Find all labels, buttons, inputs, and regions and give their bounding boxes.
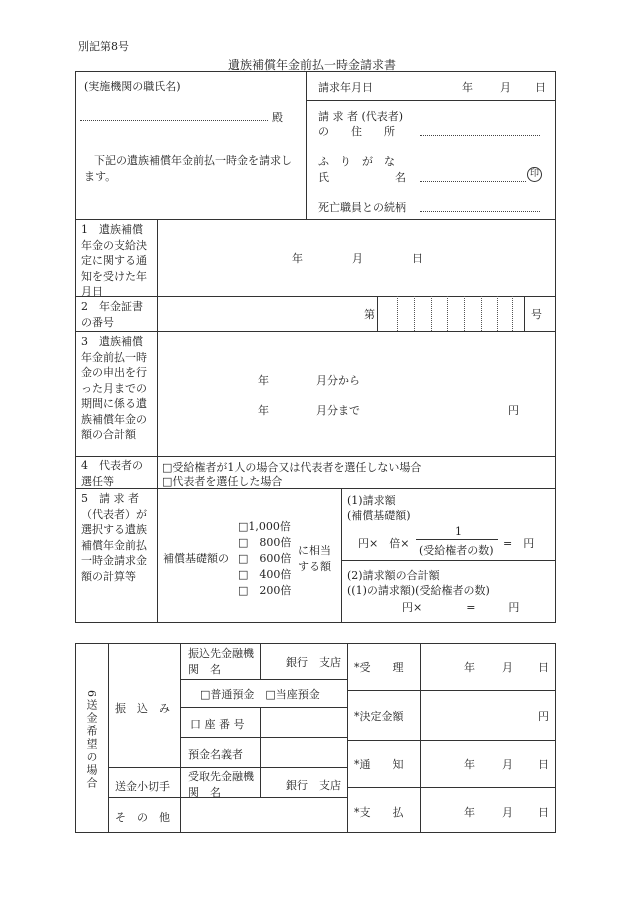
furigana-label: ふ り が な [318, 155, 395, 168]
address-field[interactable] [420, 135, 540, 136]
row5-label: 5 請 求 者（代表者）が選択する遺族補償年金前払一時金請求金額の計算等 [81, 492, 147, 583]
agency-name-field[interactable] [80, 120, 268, 121]
claim-total-title: (2)請求額の合計額 [347, 569, 440, 582]
multiplier-600[interactable]: □ 600倍 [238, 552, 292, 565]
seal-mark: 印 [527, 167, 542, 182]
receiving-bank-field[interactable]: 銀行 支店 [286, 779, 341, 792]
receiving-bank-label: 受取先金融機 関 名 [188, 770, 265, 799]
account-holder-label: 預金名義者 [188, 748, 243, 761]
base-amount-label: 補償基礎額の [163, 552, 229, 565]
multiplier-200[interactable]: □ 200倍 [238, 584, 292, 597]
account-number-label: 口 座 番 号 [190, 718, 245, 731]
other-label: そ の 他 [115, 811, 170, 824]
request-text: 下記の遺族補償年金前払一時金を請求します。 [84, 154, 292, 183]
relation-label: 死亡職員との続柄 [318, 201, 406, 214]
form-number: 別記第8号 [78, 40, 129, 53]
option-single-claimant[interactable]: □受給権者が1人の場合又は代表者を選任しない場合 [162, 461, 422, 474]
row2-label: 2 年金証書の番号 [81, 300, 143, 329]
deposit-type-options[interactable]: □普通預金 □当座預金 [200, 688, 320, 701]
row3-label: 3 遺族補償年金前払一時金の申出を行った月までの期間に係る遺族補償年金の額の合計額 [81, 335, 147, 441]
notice-label: *通 知 [354, 758, 404, 771]
equivalent-amount-label: に相当する額 [298, 544, 331, 573]
payment-label: *支 払 [354, 806, 404, 819]
name-label: 氏 名 [318, 171, 406, 184]
name-field[interactable] [420, 181, 526, 182]
relation-field[interactable] [420, 211, 540, 212]
multiplier-400[interactable]: □ 400倍 [238, 568, 292, 581]
form-title: 遺族補償年金前払一時金請求書 [228, 58, 397, 72]
bank-name-label: 振込先金融機 関 名 [188, 647, 265, 676]
claim-amount-title: (1)請求額 [347, 494, 396, 507]
option-representative[interactable]: □代表者を選任した場合 [162, 475, 283, 488]
multiplier-1000[interactable]: □1,000倍 [238, 520, 291, 533]
remittance-section-label: 6送金希望の場合 [85, 690, 98, 790]
claimant-label: 請 求 者 (代表者) [318, 110, 404, 123]
remittance-check-label: 送金小切手 [115, 780, 170, 793]
row4-label: 4 代表者の選任等 [81, 459, 143, 488]
remittance-table [75, 643, 556, 833]
row1-label: 1 遺族補償年金の支給決定に関する通知を受けた年月日 [81, 223, 147, 298]
multiplier-800[interactable]: □ 800倍 [238, 536, 292, 549]
decided-amount-label: *決定金額 [354, 710, 404, 723]
address-label: の 住 所 [318, 125, 395, 138]
date-label: 請求年月日 [318, 81, 373, 94]
receipt-label: *受 理 [354, 661, 404, 674]
transfer-label: 振 込 み [115, 702, 170, 715]
agency-label: (実施機関の職氏名) [84, 80, 181, 93]
bank-name-field[interactable]: 銀行 支店 [286, 656, 341, 669]
honorific: 殿 [272, 111, 283, 124]
